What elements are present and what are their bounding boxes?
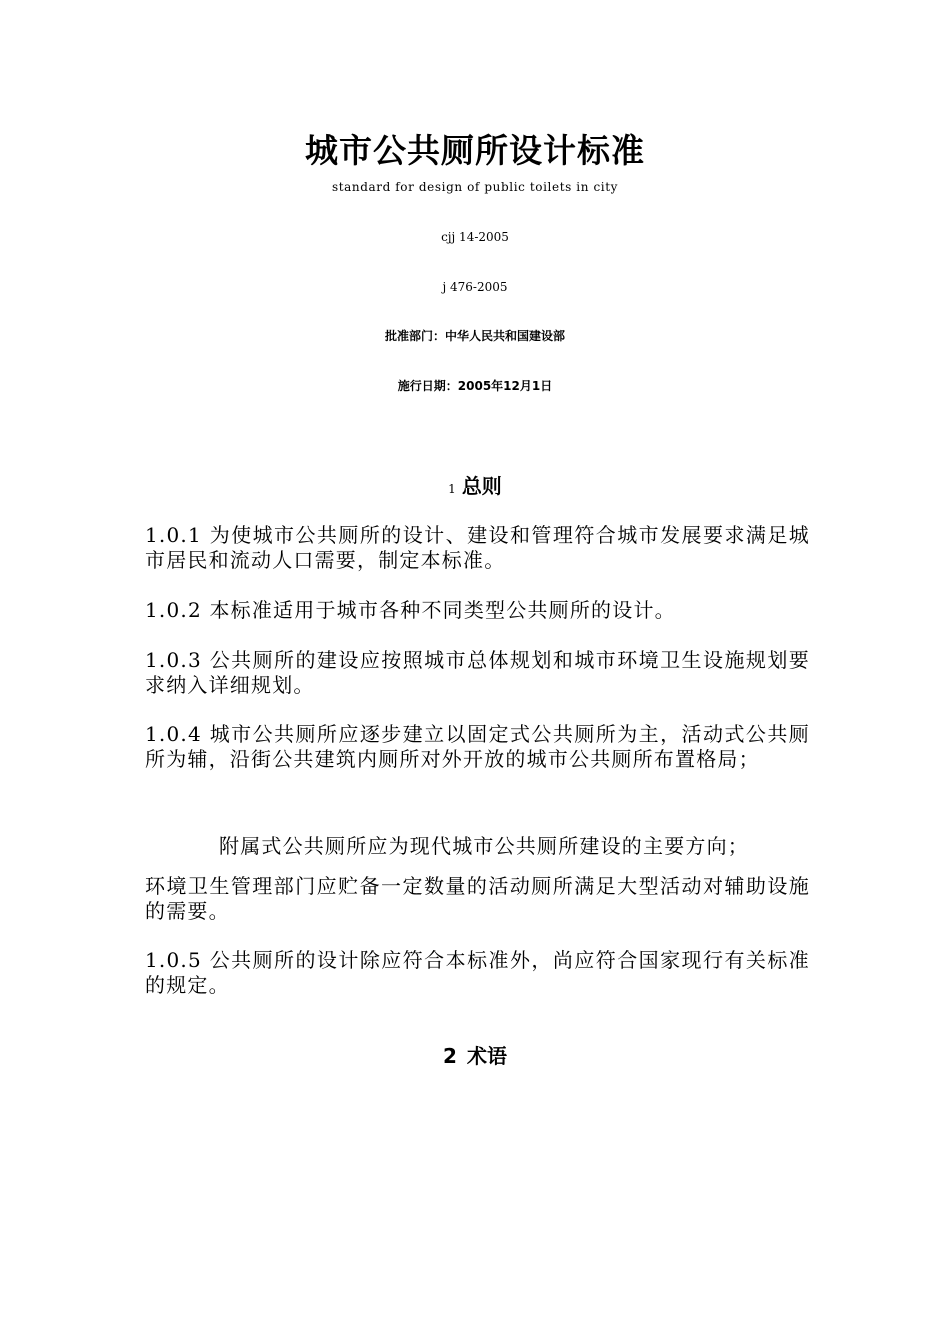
standard-code-cjj: cjj 14-2005 [441,230,509,244]
approval-department: 批准部门：中华人民共和国建设部 [384,329,565,343]
effective-date: 施行日期：2005年12月1日 [397,379,553,393]
clause-1-0-5: 1.0.5 公共厕所的设计除应符合本标准外，尚应符合国家现行有关标准的规定。 [145,948,810,997]
clause-1-0-3: 1.0.3 公共厕所的建设应按照城市总体规划和城市环境卫生设施规划要求纳入详细规划。 [145,648,810,697]
section-title: 术语 [466,1044,507,1068]
clause-1-0-4-reserve: 环境卫生管理部门应贮备一定数量的活动厕所满足大型活动对辅助设施的需要。 [145,874,810,923]
section-heading-1 [0,472,950,503]
document-subtitle-english: standard for design of public toilets in city [331,180,619,194]
section-title: 总则 [461,474,502,498]
section-number: 1 [448,482,456,496]
standard-code-j: j 476-2005 [442,280,508,294]
section-heading-2 [0,1042,950,1070]
clause-1-0-1: 1.0.1 为使城市公共厕所的设计、建设和管理符合城市发展要求满足城市居民和流动人口需要，制定本标准。 [145,523,810,572]
clause-1-0-4: 1.0.4 城市公共厕所应逐步建立以固定式公共厕所为主，活动式公共厕所为辅，沿街公共建筑内厕所对外开放的城市公共厕所布置格局； [145,722,810,771]
clause-1-0-2: 1.0.2 本标准适用于城市各种不同类型公共厕所的设计。 [145,598,676,622]
section-number: 2 [443,1044,457,1068]
clause-1-0-4-annex: 附属式公共厕所应为现代城市公共厕所建设的主要方向； [219,834,749,858]
document-title: 城市公共厕所设计标准 [305,131,645,170]
